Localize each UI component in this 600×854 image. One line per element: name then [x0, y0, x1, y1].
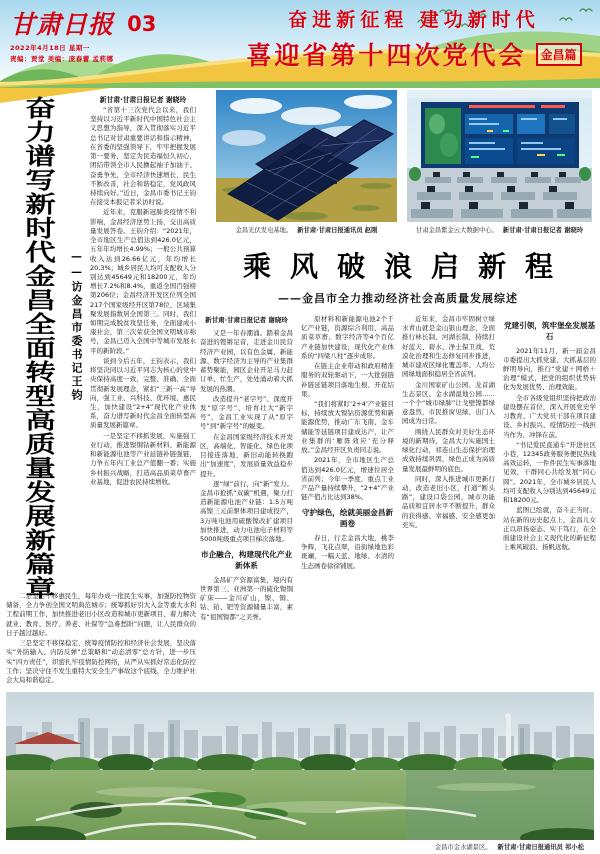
- left-article: [6, 92, 196, 690]
- body-paragraph: 同时，深入推进城市更新行动，改造老旧小区，打通“断头路”，建设口袋公园，城市功能品质和宜居水平不断提升，群众的获得感、幸福感、安全感更加充实。: [402, 474, 495, 529]
- left-article-byline: 新甘肃·甘肃日报记者 谢晓玲: [99, 96, 187, 104]
- banner-slogans: [236, 5, 592, 72]
- left-article-bottom-body: [6, 592, 196, 688]
- slogan-line2: 喜迎省第十四次党代会: [246, 41, 527, 70]
- section-subheading: 市企融合，构建现代化产业新体系: [200, 550, 293, 571]
- data-center-photo: [407, 90, 592, 222]
- body-paragraph: 又是一年春潮涌。踏着金昌奋进的铿锵足音，走进金川民营经济产业园，以有色金属、新能源、数字经济为主导的产业集群蓄势聚能，园区企业开足马力赶订单、忙生产，处处涌动着大抓发展的热潮。: [200, 329, 293, 393]
- body-paragraph: 谈到今后五年，王钧表示，我们将坚决同以习近平同志为核心的党中央保持高度一致，完整、准确、全面贯彻新发展理念，紧扣“三新一高”导向，强工业、兴科技、优环境、惠民生，加快建设“2+4”现代化产业体系，奋力谱写新时代金昌全面转型高质量发展新篇章。: [90, 356, 196, 430]
- body-paragraph: 全市各级党组织坚持把政治建设摆在首位，深入开展党史学习教育，广大党员干部在项目建设、乡村振兴、疫情防控一线担当作为、冲锋在前。: [503, 393, 596, 439]
- body-paragraph: 金川国家矿山公园、龙首湖生态景区、金水湖湿地公园……一个个“城市绿肺”让戈壁镍都绿意盎然，市民推窗见绿、出门入园成为日常。: [402, 380, 495, 426]
- main-column-3: [402, 315, 495, 679]
- masthead-banner: [0, 0, 600, 88]
- photo-credit: 新甘肃·甘肃日报记者 谢晓玲: [502, 227, 583, 234]
- photo-caption: [216, 225, 397, 234]
- main-column-1: [200, 315, 293, 679]
- bottom-caption-credit: 新甘肃·甘肃日报通讯员 祁小松: [497, 844, 584, 851]
- section-subheading: 守护绿色，绘就美丽金昌新画卷: [301, 508, 394, 529]
- body-paragraph: 围绕人民群众对美好生态环境的新期待，金昌大力实施国土绿化行动，祁连山生态保护治理成效持续巩固，绿色正成为高质量发展最鲜明的底色。: [402, 427, 495, 473]
- body-paragraph: 改造提升“老字号”、深度开发“原字号”、培育壮大“新字号”，金昌工业实现了从“原字号”到“新字号”的蜕变。: [200, 394, 293, 431]
- body-paragraph: “书记爱民直通车”开进社区小巷，12345政务服务便民热线高效运转，一件件民生实事落地见效，干群同心共绘发展“同心圆”。2021年，全市城乡居民人均可支配收入分别达到45649元和18200元。: [503, 440, 596, 505]
- body-paragraph: 二是坚定不移惠民生，每年办成一批民生实事，加强防控物资储备，全力争创全国文明典范城市；统筹抓好引大入金等重大水利工程前期工作，加快推进老旧小区改造和城市更新项目，着力解决就业、教育、医疗、养老、社保等“急难愁盼”问题，让人民群众的日子越过越好。: [6, 592, 196, 637]
- data-center-photo-figure: [407, 90, 592, 234]
- main-headline: 乘风破浪启新程: [242, 250, 572, 283]
- main-column-2: [301, 315, 394, 679]
- lake-park-photo-figure: [6, 692, 594, 840]
- body-paragraph: “省第十三次党代会以来，我们坚持以习近平新时代中国特色社会主义思想为指导，深入贯彻落实习近平总书记对甘肃重要讲话和指示精神，在省委的坚强领导下，牢牢把握发展第一要务，坚定为民造福恒久初心，团结带领全市人民撸起袖子加油干、奋勇争先，全市经济快速增长，民生不断改善，社会和谐稳定，党风政风持续向好。”近日，金昌市委书记王钧在接受本报记者采访时说。: [90, 106, 196, 207]
- main-column-4: [503, 315, 596, 679]
- body-paragraph: 原材料和新能源电池2个千亿产业链，资源综合利用、高品质菜草畜、数字经济等4个百亿产业链加快建设，现代化产业体系的“四梁八柱”逐步成形。: [301, 315, 394, 360]
- left-article-subtitle: ——访金昌市委书记王钧: [70, 250, 83, 403]
- bottom-photo-caption: [435, 842, 584, 851]
- body-paragraph: 2021年，全市地区生产总值达到426.0亿元，增速位居全省前列；今年一季度，重点工业产品产量持续攀升，“2+4”产业链产值占比达到38%。: [301, 456, 394, 502]
- body-paragraph: 近年来，克服新冠肺炎疫情不利影响，金昌经济逆势上扬，交出高质量发展答卷。王钧介绍：“2021年，全市地区生产总值达到426.0亿元，五年年均增长4.99%；一般公共预算收入达到26.66亿元，年均增长20.3%；城乡居民人均可支配收入分别达到45649元和18200元，年均增长7.2%和8.4%，重返全国百强榜第206位；金昌经济开发区位列全国217个国家级经开区第78位，区域集聚发展指数居全国第三。同时，我们如期完成脱贫攻坚任务，全面建成小康社会，第三次荣获全国文明城市称号，金昌已迈入全国中等城市发展水平的新阶段。”: [90, 208, 196, 355]
- staff-line: 责编：贾堂 美编：庞春蕾 孟莉娜: [10, 55, 114, 63]
- solar-farm-photo-figure: [216, 90, 397, 234]
- slogan-line1: 奋进新征程 建功新时代: [288, 9, 540, 31]
- body-paragraph: 三是坚定不移保稳定，统筹疫情防控和经济社会发展，坚决落实“外防输入、内防反弹”总策略和“动态清零”总方针，进一步压实“四方责任”，织密扎牢疫情防控网络，从严从实抓好常态化防控工作；坚决守住不发生重特大安全生产事故这个底线，全力维护社会大局和谐稳定。: [6, 639, 196, 684]
- photo-caption-text: 甘肃金昌紫金云大数据中心。: [415, 227, 498, 234]
- masthead: [10, 5, 156, 63]
- photo-caption-text: 金昌光伏发电基地。: [235, 227, 293, 234]
- body-paragraph: 2021年11月，新一届金昌市委提出大抓党建、大抓基层的鲜明导向，推行“党建＋网格＋治理”模式，把党的组织优势转化为发展优势、治理效能。: [503, 346, 596, 392]
- body-paragraph: 蓝图已绘就，奋斗正当时。站在新的历史起点上，金昌儿女正以昂扬姿态、实干笃行，在全面建设社会主义现代化的新征程上乘风破浪、扬帆远航。: [503, 506, 596, 552]
- paper-name: 甘肃日报: [10, 10, 115, 39]
- photo-caption: [407, 225, 592, 234]
- body-paragraph: 在金昌国家级经济技术开发区，高端化、智能化、绿色化项目接连落地，新旧动能转换跑出“加速度”，发展质量效益稳步提升。: [200, 432, 293, 478]
- solar-farm-photo: [216, 90, 397, 222]
- body-paragraph: “我们将紧盯‘2+4’产业链目标，持续放大镍钴资源优势和新能源优势，推动广东飞南、金车储能等延链项目建成达产，让产业集群的‘雁阵效应’充分释放。”金昌经开区负责同志说。: [301, 399, 394, 455]
- body-paragraph: 近年来，金昌市牢固树立绿水青山就是金山银山理念，全面推行林长制、河湖长制，持续打好蓝天、碧水、净土保卫战，荒漠化治理和生态修复同步推进，城市建成区绿化覆盖率、人均公园绿地面积稳居全省前列。: [402, 315, 495, 379]
- page-number: 03: [127, 12, 157, 36]
- main-article-columns: [200, 315, 596, 679]
- article-byline: 新甘肃·甘肃日报记者 谢晓玲: [205, 316, 288, 324]
- body-paragraph: 一是坚定不移抓发展，实施强工业行动，推进镍铜钴新材料、新能源和新能源电池等产业延链补链强链，力争五年内工业总产值翻一番；实施乡村振兴战略，打造高品质菜草畜产业基地，促进农民持续增收。: [90, 431, 196, 486]
- section-subheading: 党建引领，筑牢堡垒发展基石: [503, 321, 596, 341]
- bottom-caption-text: 金昌市金水湖景区。: [434, 844, 492, 851]
- lake-park-photo: [6, 692, 594, 840]
- left-article-body: [90, 106, 196, 588]
- body-paragraph: 春日，行走金昌大地，桃李争辉，飞花点翠，沿街绿地色彩斑斓，一幅天蓝、地绿、水清的生态画卷徐徐铺展。: [301, 533, 394, 570]
- body-paragraph: 逐“绿”前行，向“新”发力。金昌市抢抓“双碳”机遇，聚力打造新能源电池产业链：1.5万吨高镍三元前驱体项目建成投产，3万吨电池用硫酸镍改扩建项目加快推进，动力电池电子材料等5000吨级重点项目梯次落地。: [200, 479, 293, 544]
- photo-row: [200, 90, 596, 234]
- body-paragraph: 在链主企业带动和政府精准服务的双轮驱动下，一大批强链补链延链项目落地生根、开花结果。: [301, 362, 394, 398]
- edition-badge: 金昌篇: [536, 43, 582, 66]
- photo-credit: 新甘肃·甘肃日报通讯员 赵刚: [297, 227, 378, 234]
- main-article: [200, 90, 596, 690]
- left-article-headline: 奋力谱写新时代金昌全面转型高质量发展新篇章: [20, 96, 55, 600]
- main-subtitle: ——金昌市全力推动经济社会高质量发展综述: [278, 292, 518, 305]
- date-line: 2022年4月18日 星期一: [10, 44, 90, 52]
- body-paragraph: 金昌矿产资源富集，境内有世界第三、亚洲第一的硫化镍铜矿床——金川矿山，镍、铜、钴、铂、钯等资源储量丰富，素有“祖国镍都”之美誉。: [200, 575, 293, 621]
